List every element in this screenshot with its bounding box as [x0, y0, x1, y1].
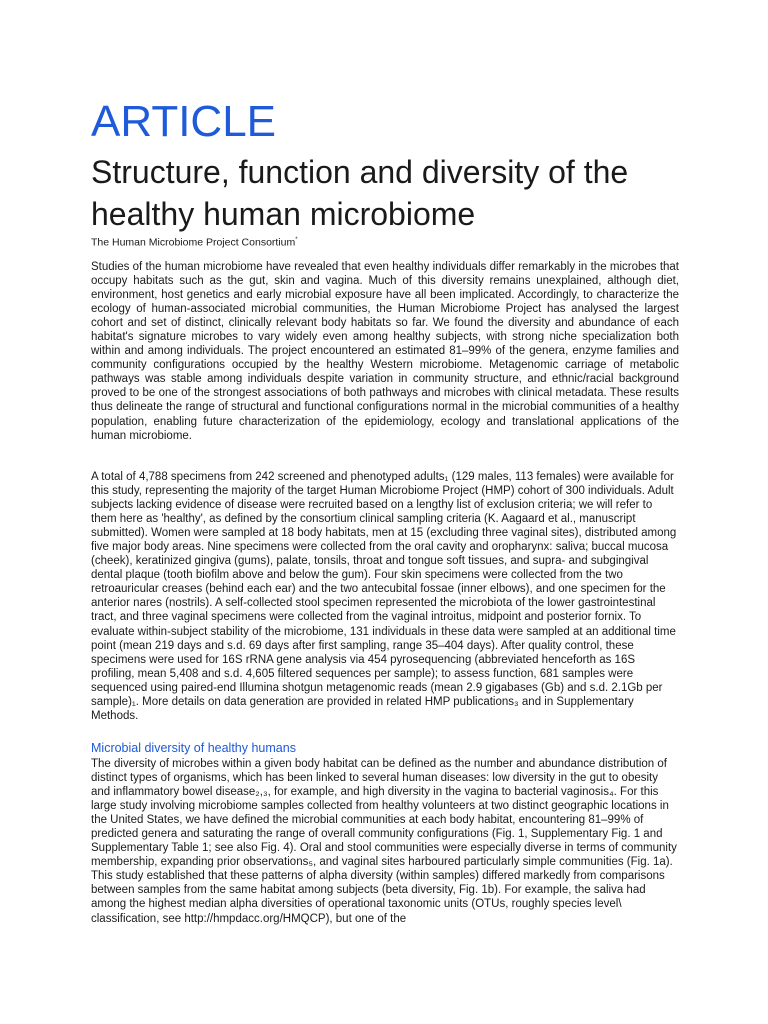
abstract-paragraph: Studies of the human microbiome have revealed that even healthy individuals differ remarkably in the microbes that occupy habitats such as the gut, skin and vagina. Much of this diversity remains unexplained, although diet, environment, host genetics and early microbial exposure have all been implicated. Accordingly, to characterize the ecology of human-associated microbial communities, the Human Microbiome Project has analysed the largest cohort and set of distinct, clinically relevant body habitats so far. We found the diversity and abundance of each habitat's signature microbes to vary widely even among healthy subjects, with strong niche specialization both within and among individuals. The project encountered an estimated 81–99% of the genera, enzyme families and community configurations occupied by the healthy Western microbiome. Metagenomic carriage of metabolic pathways was stable among individuals despite variation in community structure, and ethnic/racial background proved to be one of the strongest associations of both pathways and microbes with clinical metadata. These results thus delineate the range of structural and functional configurations normal in the microbial communities of a healthy population, enabling future characterization of the epidemiology, ecology and translational applications of the human microbiome. — [91, 261, 679, 442]
section-paragraph: The diversity of microbes within a given body habitat can be defined as the number and abundance distribution of distinct types of organisms, which has been linked to several human diseases: low diversity in the gut to obesity and inflammatory bowel disease₂,₃, for example, and high diversity in the vagina to bacterial vaginosis₄. For this large study involving microbiome samples collected from healthy volunteers at two distinct geographic locations in the United States, we have defined the microbial communities at each body habitat, encountering 81–99% of predicted genera and saturating the range of overall community configurations (Fig. 1, Supplementary Fig. 1 and Supplementary Table 1; see also Fig. 4). Oral and stool communities were especially diverse in terms of community membership, expanding prior observations₅, and vaginal sites harboured particularly simple communities (Fig. 1a). This study established that these patterns of alpha diversity (within samples) differed markedly from comparisons between samples from the same habitat among subjects (beta diversity, Fig. 1b). For example, the saliva had among the highest median alpha diversities of operational taxonomic units (OTUs, roughly species level\ classification, see http://hmpdacc.org/HMQCP), but one of the — [91, 758, 677, 925]
section-heading: Microbial diversity of healthy humans — [91, 741, 296, 755]
author-names: The Human Microbiome Project Consortium — [91, 236, 296, 249]
article-type-label: ARTICLE — [91, 97, 277, 146]
author-footnote-mark: * — [295, 237, 298, 243]
intro-paragraph: A total of 4,788 specimens from 242 screened and phenotyped adults₁ (129 males, 113 females) were available for this study, representing the majority of the target Human Microbiome Project (HMP) cohort of 300 individuals. Adult subjects lacking evidence of disease were recruited based on a lengthy list of exclusion criteria; we will refer to them here as 'healthy', as defined by the consortium clinical sampling criteria (K. Aagaard et al., manuscript submitted). Women were sampled at 18 body habitats, men at 15 (excluding three vaginal sites), distributed among five major body areas. Nine specimens were collected from the oral cavity and oropharynx: saliva; buccal mucosa (cheek), keratinized gingiva (gums), palate, tonsils, throat and tongue soft tissues, and supra- and subgingival dental plaque (tooth biofilm above and below the gum). Four skin specimens were collected from the two retroauricular creases (behind each ear) and the two antecubital fossae (inner elbows), and one specimen for the anterior nares (nostrils). A self-collected stool specimen represented the microbiota of the lower gastrointestinal tract, and three vaginal specimens were collected from the vaginal introitus, midpoint and posterior fornix. To evaluate within-subject stability of the microbiome, 131 individuals in these data were sampled at an additional time point (mean 219 days and s.d. 69 days after first sampling, range 35–404 days). After quality control, these specimens were used for 16S rRNA gene analysis via 454 pyrosequencing (abbreviated henceforth as 16S profiling, mean 5,408 and s.d. 4,605 filtered sequences per sample); to assess function, 681 samples were sequenced using paired-end Illumina shotgun metagenomic reads (mean 2.9 gigabases (Gb) and s.d. 2.1Gb per sample)₁. More details on data generation are provided in related HMP publications₃ and in Supplementary Methods. — [91, 471, 677, 722]
article-title: Structure, function and diversity of the healthy human microbiome — [91, 154, 629, 232]
author-line — [91, 233, 298, 250]
